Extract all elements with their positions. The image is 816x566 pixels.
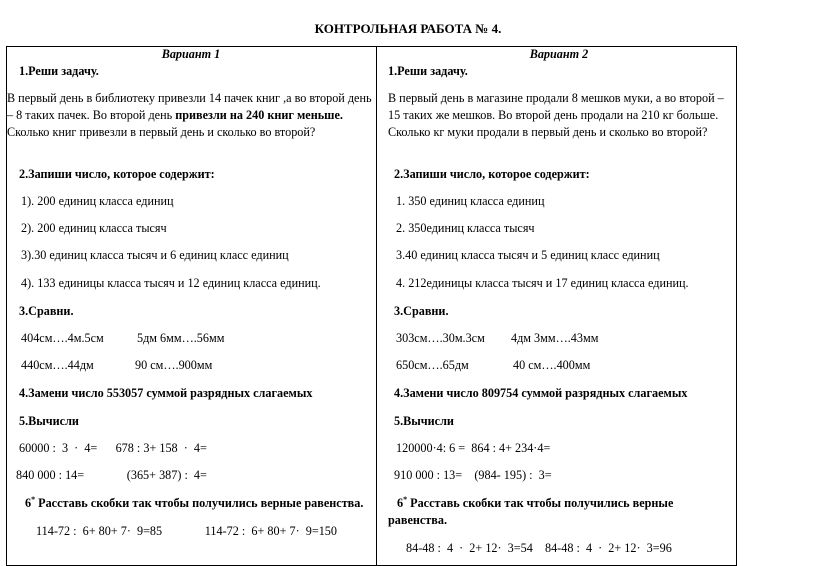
task-3-heading: 3.Сравни.	[19, 304, 74, 318]
task-1-text: В первый день в магазине продали 8 мешков муки, а во второй – 15 таких же мешков. Во второй день продали на 210 кг больше. Сколько кг муки продали в первый день и сколько во второй?	[388, 91, 724, 139]
compare-item: 5дм 6мм….56мм	[137, 331, 225, 345]
task-6-number: 6	[397, 496, 404, 510]
calc-row: 840 000 : 14= (365+ 387) : 4=	[16, 468, 207, 482]
task-2-item: 1). 200 единиц класса единиц	[21, 194, 174, 208]
task-1-heading: 1.Реши задачу.	[388, 64, 468, 78]
compare-item: 4дм 3мм….43мм	[511, 331, 599, 345]
task-1-text-bold: привезли на 240 книг меньше.	[175, 108, 343, 122]
task-3-heading: 3.Сравни.	[394, 304, 449, 318]
task-4-heading: 4.Замени число 553057 суммой разрядных слагаемых	[19, 386, 313, 400]
page-title: КОНТРОЛЬНАЯ РАБОТА № 4.	[314, 21, 502, 36]
task-6-heading	[388, 495, 688, 529]
task-6-star: *	[403, 494, 408, 504]
task-2-item: 4. 212единицы класса тысяч и 17 единиц класса единиц.	[396, 276, 689, 290]
column-divider	[376, 46, 377, 566]
calc-row: 60000 : 3 · 4= 678 : 3+ 158 · 4=	[19, 441, 207, 455]
calc-row: 120000·4: 6 = 864 : 4+ 234·4=	[396, 441, 551, 455]
task-6-star: *	[31, 494, 36, 504]
task-2-item: 3.40 единиц класса тысяч и 5 единиц класс единиц	[396, 248, 660, 262]
task-1-text-part-1: В первый день в библиотеку привезли 14 пачек книг ,а во второй день – 8 таких пачек. Во второй день	[7, 91, 372, 122]
task-6-number: 6	[25, 496, 32, 510]
task-2-heading: 2.Запиши число, которое содержит:	[19, 167, 215, 181]
task-6-text: Расставь скобки так чтобы получились верные равенства.	[38, 496, 364, 510]
variant-2-heading: Вариант 2	[529, 47, 589, 61]
equation-row: 114-72 : 6+ 80+ 7· 9=85 114-72 : 6+ 80+ 7· 9=150	[36, 524, 337, 538]
task-2-item: 2). 200 единиц класса тысяч	[21, 221, 167, 235]
task-2-item: 3).30 единиц класса тысяч и 6 единиц класс единиц	[21, 248, 289, 262]
task-2-item: 1. 350 единиц класса единиц	[396, 194, 545, 208]
task-1-text	[7, 90, 373, 141]
compare-item: 303см….30м.3см	[396, 331, 485, 345]
compare-item: 404см….4м.5см	[21, 331, 104, 345]
equation-row: 84-48 : 4 · 2+ 12· 3=54 84-48 : 4 · 2+ 12· 3=96	[406, 541, 672, 555]
task-2-item: 2. 350единиц класса тысяч	[396, 221, 535, 235]
compare-item: 40 см….400мм	[513, 358, 591, 372]
task-1-text-part-2: Сколько книг привезли в первый день и сколько во второй?	[7, 125, 316, 139]
task-2-heading: 2.Запиши число, которое содержит:	[394, 167, 590, 181]
task-1-heading: 1.Реши задачу.	[19, 64, 99, 78]
task-6-text: Расставь скобки так чтобы получились верные равенства.	[388, 496, 674, 527]
calc-row: 910 000 : 13= (984- 195) : 3=	[394, 468, 552, 482]
task-4-heading: 4.Замени число 809754 суммой разрядных слагаемых	[394, 386, 688, 400]
variant-1-heading: Вариант 1	[161, 47, 221, 61]
task-5-heading: 5.Вычисли	[19, 414, 79, 428]
task-2-item: 4). 133 единицы класса тысяч и 12 единиц класса единиц.	[21, 276, 321, 290]
compare-item: 90 см….900мм	[135, 358, 213, 372]
task-6-heading	[25, 495, 363, 512]
compare-item: 440см….44дм	[21, 358, 94, 372]
compare-item: 650см….65дм	[396, 358, 469, 372]
task-5-heading: 5.Вычисли	[394, 414, 454, 428]
